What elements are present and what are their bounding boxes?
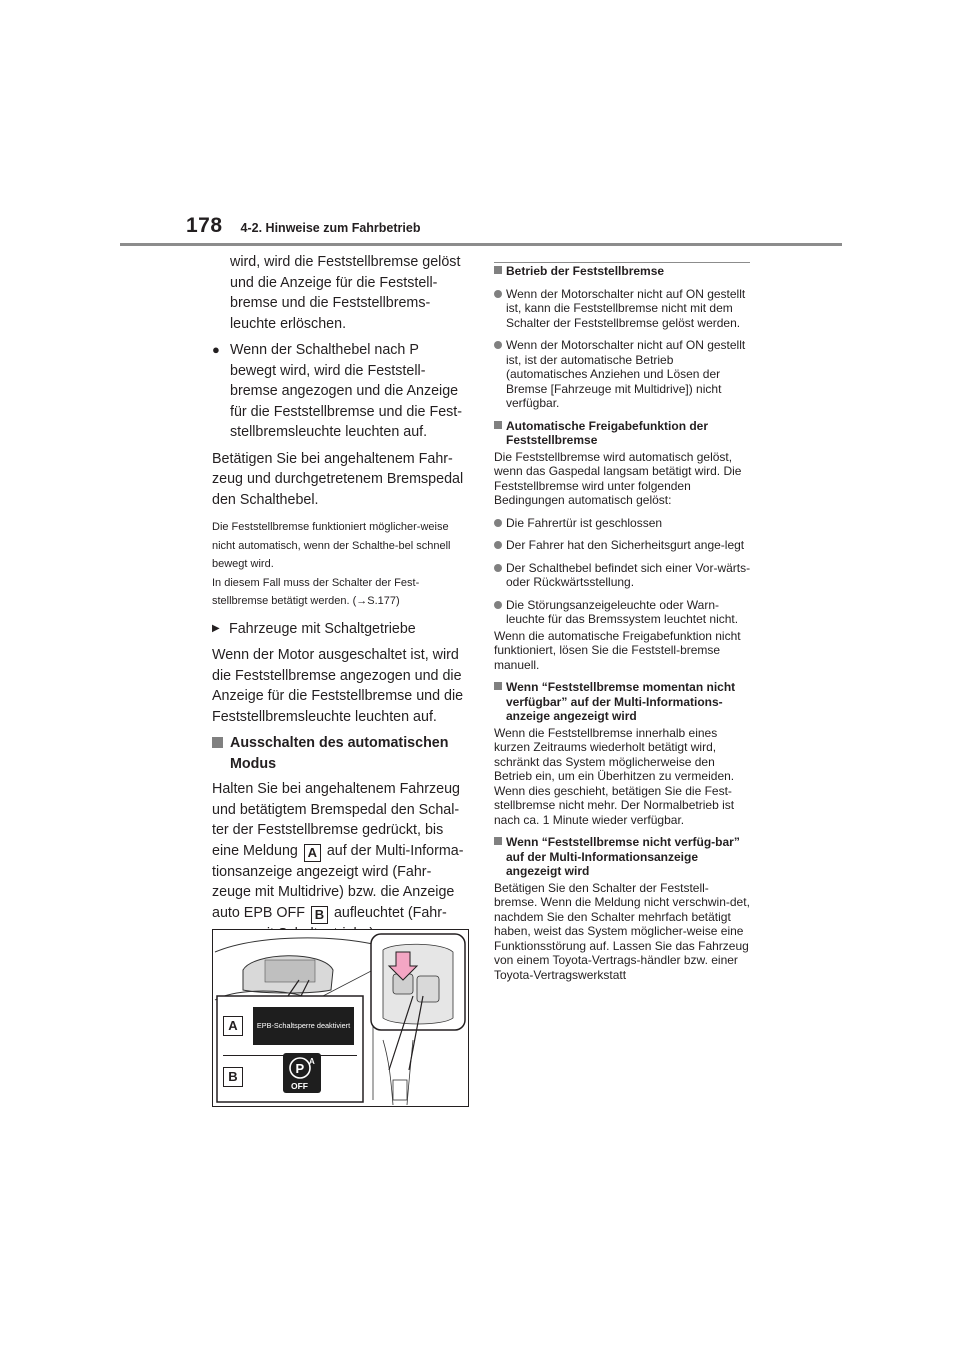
heading-text: Automatische Freigabefunktion der Feststellbremse xyxy=(506,418,709,447)
paragraph: Wenn der Motor ausgeschaltet ist, wird die Feststellbremse angezogen und die Anzeige für die Feststellbremse und die Feststellbremsleuchte leuchten auf. xyxy=(212,647,464,725)
square-bullet-icon xyxy=(494,419,506,448)
bullet-dot-icon xyxy=(494,598,506,627)
bullet-text: Wenn der Schalthebel nach P bewegt wird, wird die Feststell-bremse angezogen und die Anzeige für die Feststellbremse und die Fest-stellbremsleuchte leuchten auf. xyxy=(230,342,463,440)
bullet-dot-icon xyxy=(494,338,506,411)
left-column xyxy=(212,252,468,944)
section-heading xyxy=(494,264,752,279)
heading-text: Wenn “Feststellbremse nicht verfüg-bar” auf der Multi-Informationsanzeige angezeigt wird xyxy=(506,835,740,878)
epb-off-text: OFF xyxy=(291,1081,308,1091)
page-header xyxy=(186,214,420,238)
note-text: Die Feststellbremse funktioniert möglicher-weise nicht automatisch, wenn der Schalthe-bel schnell bewegt wird. xyxy=(212,521,451,570)
square-bullet-icon xyxy=(494,264,506,279)
bullet-item xyxy=(494,598,752,627)
paragraph: Wenn die automatische Freigabefunktion nicht funktioniert, lösen Sie die Feststell-bremse manuell. xyxy=(494,628,741,672)
paragraph: Wenn die Feststellbremse innerhalb eines kurzen Zeitraums wiederholt betätigt wird, schränkt das System möglicherweise den Betrieb ein, um ein Überhitzen zu vermeiden. Wenn dies geschieht, betätigen Sie die Fest-stellbremse nicht mehr. Der Normalbetrieb ist nach ca. 1 Minute wieder verfügbar. xyxy=(494,725,735,827)
label-a-badge: A xyxy=(304,844,321,862)
paragraph: Betätigen Sie den Schalter der Feststell-bremse. Wenn die Meldung nicht verschwin-det, nachdem Sie den Schalter mehrfach betätigt haben, weist das System möglicher-weise eine Funktionsstörung auf. Lassen Sie das Fahrzeug von einem Toyota-Vertrags-händler bzw. einer Toyota-Vertragswerkstatt xyxy=(494,880,750,982)
bullet-text: Wenn der Motorschalter nicht auf ON gestellt ist, kann die Feststellbremse nicht mit dem Schalter der Feststellbremse gelöst werden. xyxy=(506,286,746,330)
figure-label-a: A xyxy=(223,1016,243,1036)
bullet-text: Der Fahrer hat den Sicherheitsgurt ange-legt xyxy=(506,538,745,552)
section-heading xyxy=(212,733,468,774)
svg-text:P: P xyxy=(295,1061,305,1076)
section-heading xyxy=(494,680,752,724)
figure-label-b: B xyxy=(223,1067,243,1087)
sub-heading xyxy=(212,619,468,640)
paragraph: Die Feststellbremse wird automatisch gelöst, wenn das Gaspedal langsam betätigt wird. Die Feststellbremse wird unter folgenden Bedingungen automatisch gelöst: xyxy=(494,449,742,507)
section-title: 4-2. Hinweise zum Fahrbetrieb xyxy=(240,221,421,235)
paragraph-part: aufleuchtet (Fahr- xyxy=(333,904,447,921)
epb-auto-letter: A xyxy=(309,1057,315,1066)
heading-text: Ausschalten des automatischen Modus xyxy=(230,735,449,772)
paragraph: wird, wird die Feststellbremse gelöst und die Anzeige für die Feststell-bremse und die Feststellbrems-leuchte erlöschen. xyxy=(230,254,461,332)
bullet-item xyxy=(494,516,752,531)
illustration xyxy=(212,929,469,1107)
bullet-dot-icon xyxy=(494,287,506,331)
paragraph-part: auf der Multi-Informa-tionsanzeige angezeigt wird (Fahr-zeuge mit Multidrive) bzw. die Anzeige auto EPB OFF xyxy=(212,842,464,921)
epb-message-display: EPB-Schaltsperre deaktiviert xyxy=(253,1007,354,1045)
bullet-dot-icon xyxy=(494,561,506,590)
right-column-divider xyxy=(494,262,750,263)
bullet-dot-icon xyxy=(494,516,506,531)
paragraph xyxy=(212,779,468,944)
parking-brake-icon xyxy=(283,1053,321,1093)
bullet-item xyxy=(494,538,752,553)
page-number: 178 xyxy=(186,214,223,237)
bullet-text: Die Störungsanzeigeleuchte oder Warn-leuchte für das Bremssystem leuchtet nicht. xyxy=(506,597,739,626)
label-b-badge: B xyxy=(311,906,328,924)
bullet-dot-icon xyxy=(494,538,506,553)
square-bullet-icon xyxy=(212,733,230,774)
triangle-right-icon: ▶ xyxy=(212,622,220,634)
bullet-text: Der Schalthebel befindet sich einer Vor-wärts- oder Rückwärtsstellung. xyxy=(506,560,751,589)
square-bullet-icon xyxy=(494,680,506,724)
bullet-item xyxy=(212,340,468,443)
bullet-item xyxy=(494,338,752,411)
bullet-item xyxy=(494,287,752,331)
header-divider xyxy=(120,243,842,246)
paragraph-part: Halten Sie bei angehaltenem Fahrzeug und betätigtem Bremspedal den Schal-ter der Feststellbremse gedrückt, bis eine Meldung xyxy=(212,781,460,859)
square-bullet-icon xyxy=(494,835,506,879)
paragraph: Betätigen Sie bei angehaltenem Fahr-zeug und durchgetretenem Bremspedal den Schalthebel. xyxy=(212,450,464,508)
section-heading xyxy=(494,419,752,448)
epb-off-indicator-icon xyxy=(283,1053,321,1093)
heading-text: Betrieb der Feststellbremse xyxy=(506,264,665,278)
section-heading xyxy=(494,835,752,879)
right-column xyxy=(494,264,752,982)
sub-heading-text: Fahrzeuge mit Schaltgetriebe xyxy=(229,620,416,637)
heading-text: Wenn “Feststellbremse momentan nicht verfügbar” auf der Multi-Informations-anzeige angezeigt wird xyxy=(506,680,736,723)
bullet-text: Wenn der Motorschalter nicht auf ON gestellt ist, ist der automatische Betrieb (automatisches Anziehen und Lösen der Bremse [Fahrzeuge mit Multidrive]) nicht verfügbar. xyxy=(506,338,746,410)
bullet-text: Die Fahrertür ist geschlossen xyxy=(506,515,663,530)
bullet-item xyxy=(494,561,752,590)
bullet-dot-icon: ● xyxy=(212,342,220,357)
note-text: In diesem Fall muss der Schalter der Fest-stellbremse betätigt werden. (→S.177) xyxy=(212,576,420,607)
